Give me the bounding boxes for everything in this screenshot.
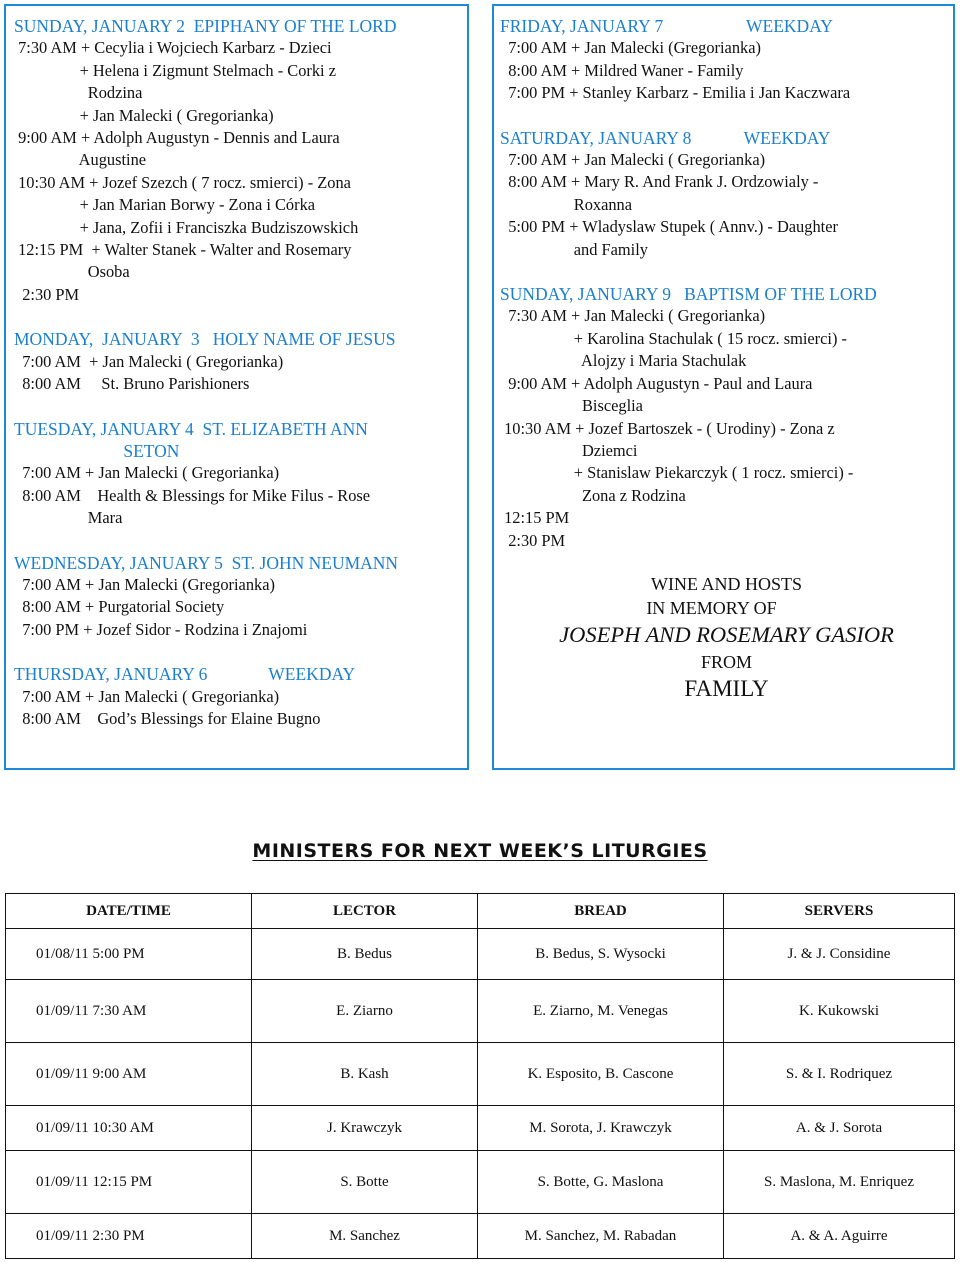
mass-line: 7:00 PM + Stanley Karbarz - Emilia i Jan Kaczwara <box>500 83 851 103</box>
table-cell: J. Krawczyk <box>252 1106 478 1151</box>
table-cell: B. Kash <box>252 1043 478 1106</box>
table-cell: S. & I. Rodriquez <box>724 1043 955 1106</box>
right-schedule-box <box>492 4 955 770</box>
day-heading: SUNDAY, JANUARY 9 BAPTISM OF THE LORD <box>500 284 877 305</box>
column-header: SERVERS <box>724 894 955 929</box>
day-heading: TUESDAY, JANUARY 4 ST. ELIZABETH ANN <box>14 418 368 439</box>
table-cell: 01/09/11 2:30 PM <box>6 1214 252 1259</box>
mass-line: Alojzy i Maria Stachulak <box>500 351 747 371</box>
mass-line: and Family <box>500 239 648 259</box>
day-section <box>14 328 467 395</box>
mass-line: 7:00 AM + Jan Malecki ( Gregorianka) <box>500 150 766 170</box>
table-cell: 01/09/11 12:15 PM <box>6 1151 252 1214</box>
table-row <box>6 1106 955 1151</box>
table-cell: B. Bedus <box>252 929 478 980</box>
memorial-line: FROM <box>700 651 753 672</box>
mass-line: + Jan Malecki ( Gregorianka) <box>14 105 274 125</box>
table-cell: S. Botte <box>252 1151 478 1214</box>
table-cell: K. Kukowski <box>724 980 955 1043</box>
day-heading: WEDNESDAY, JANUARY 5 ST. JOHN NEUMANN <box>14 552 399 573</box>
mass-line: 10:30 AM + Jozef Bartoszek - ( Urodiny) - Zona z <box>500 418 835 438</box>
table-cell: S. Maslona, M. Enriquez <box>724 1151 955 1214</box>
table-row <box>6 980 955 1043</box>
table-cell: 01/09/11 7:30 AM <box>6 980 252 1043</box>
mass-line: 8:00 AM + Purgatorial Society <box>14 597 225 617</box>
mass-line: 5:00 PM + Wladyslaw Stupek ( Annv.) - Daughter <box>500 217 838 237</box>
mass-line: Zona z Rodzina <box>500 485 686 505</box>
table-cell: M. Sanchez, M. Rabadan <box>478 1214 724 1259</box>
day-heading: FRIDAY, JANUARY 7 WEEKDAY <box>500 16 833 36</box>
mass-line: Osoba <box>14 262 130 282</box>
day-section <box>14 418 467 530</box>
table-header-row <box>6 894 955 929</box>
mass-line: 7:00 PM + Jozef Sidor - Rodzina i Znajomi <box>14 619 308 639</box>
mass-line: 10:30 AM + Jozef Szezch ( 7 rocz. smierci) - Zona <box>14 172 351 192</box>
mass-line: Bisceglia <box>500 396 643 416</box>
table-row <box>6 1043 955 1106</box>
day-heading: SUNDAY, JANUARY 2 EPIPHANY OF THE LORD <box>14 16 397 36</box>
mass-line: 8:00 AM St. Bruno Parishioners <box>14 374 250 394</box>
table-cell: A. & J. Sorota <box>724 1106 955 1151</box>
mass-line: 8:00 AM Health & Blessings for Mike Filus - Rose <box>14 485 371 505</box>
memorial-line: WINE AND HOSTS <box>651 573 802 594</box>
day-heading: THURSDAY, JANUARY 6 WEEKDAY <box>14 664 356 685</box>
mass-line: + Jana, Zofii i Franciszka Budziszowskich <box>14 217 359 237</box>
day-heading-continued: SETON <box>14 440 180 461</box>
memorial-line: FAMILY <box>684 675 769 701</box>
mass-line: Dziemci <box>500 440 638 460</box>
day-section <box>500 283 953 552</box>
table-row <box>6 1151 955 1214</box>
mass-line: + Karolina Stachulak ( 15 rocz. smierci) - <box>500 328 847 348</box>
left-schedule-box <box>4 4 469 770</box>
day-heading: MONDAY, JANUARY 3 HOLY NAME OF JESUS <box>14 329 396 350</box>
column-header: LECTOR <box>252 894 478 929</box>
table-cell: J. & J. Considine <box>724 929 955 980</box>
mass-line: 7:00 AM + Jan Malecki (Gregorianka) <box>14 574 275 594</box>
mass-line: 8:00 AM + Mildred Waner - Family <box>500 60 744 80</box>
mass-line: + Helena i Zigmunt Stelmach - Corki z <box>14 60 336 80</box>
mass-line: 7:00 AM + Jan Malecki ( Gregorianka) <box>14 686 280 706</box>
memorial-line: IN MEMORY OF <box>646 597 777 618</box>
mass-line: 2:30 PM <box>14 284 80 304</box>
table-row <box>6 1214 955 1259</box>
mass-line: 8:00 AM God’s Blessings for Elaine Bugno <box>14 708 321 728</box>
mass-line: 7:30 AM + Cecylia i Wojciech Karbarz - Dzieci <box>14 38 332 58</box>
mass-line: + Stanislaw Piekarczyk ( 1 rocz. smierci) - <box>500 463 854 483</box>
mass-line: 2:30 PM <box>500 530 566 550</box>
table-cell: E. Ziarno, M. Venegas <box>478 980 724 1043</box>
column-header: DATE/TIME <box>6 894 252 929</box>
column-header: BREAD <box>478 894 724 929</box>
day-section <box>500 15 953 105</box>
table-cell: M. Sorota, J. Krawczyk <box>478 1106 724 1151</box>
ministers-table <box>5 893 955 1259</box>
day-section <box>500 127 953 261</box>
table-row <box>6 929 955 980</box>
table-cell: E. Ziarno <box>252 980 478 1043</box>
memorial-names: JOSEPH AND ROSEMARY GASIOR <box>559 621 894 647</box>
ministers-title: MINISTERS FOR NEXT WEEK’S LITURGIES <box>252 840 708 862</box>
mass-line: 12:15 PM <box>500 508 570 528</box>
day-heading: SATURDAY, JANUARY 8 WEEKDAY <box>500 127 831 148</box>
mass-line: 7:00 AM + Jan Malecki ( Gregorianka) <box>14 351 284 371</box>
day-section <box>14 15 467 306</box>
day-section <box>14 552 467 642</box>
table-cell: 01/08/11 5:00 PM <box>6 929 252 980</box>
mass-line: 9:00 AM + Adolph Augustyn - Dennis and Laura <box>14 128 340 148</box>
table-cell: B. Bedus, S. Wysocki <box>478 929 724 980</box>
mass-line: 12:15 PM + Walter Stanek - Walter and Rosemary <box>14 240 352 260</box>
mass-line: Rodzina <box>14 83 143 103</box>
mass-line: 8:00 AM + Mary R. And Frank J. Ordzowialy - <box>500 172 819 192</box>
day-section <box>14 663 467 730</box>
table-cell: S. Botte, G. Maslona <box>478 1151 724 1214</box>
mass-line: Mara <box>14 508 123 528</box>
mass-line: Augustine <box>14 150 147 170</box>
mass-line: + Jan Marian Borwy - Zona i Córka <box>14 195 316 215</box>
mass-line: 9:00 AM + Adolph Augustyn - Paul and Laura <box>500 373 813 393</box>
mass-line: 7:00 AM + Jan Malecki (Gregorianka) <box>500 38 761 58</box>
table-cell: 01/09/11 9:00 AM <box>6 1043 252 1106</box>
table-cell: 01/09/11 10:30 AM <box>6 1106 252 1151</box>
table-cell: A. & A. Aguirre <box>724 1214 955 1259</box>
memorial-dedication <box>500 572 953 704</box>
mass-line: Roxanna <box>500 194 633 214</box>
mass-line: 7:00 AM + Jan Malecki ( Gregorianka) <box>14 463 280 483</box>
table-cell: M. Sanchez <box>252 1214 478 1259</box>
mass-line: 7:30 AM + Jan Malecki ( Gregorianka) <box>500 306 766 326</box>
table-cell: K. Esposito, B. Cascone <box>478 1043 724 1106</box>
